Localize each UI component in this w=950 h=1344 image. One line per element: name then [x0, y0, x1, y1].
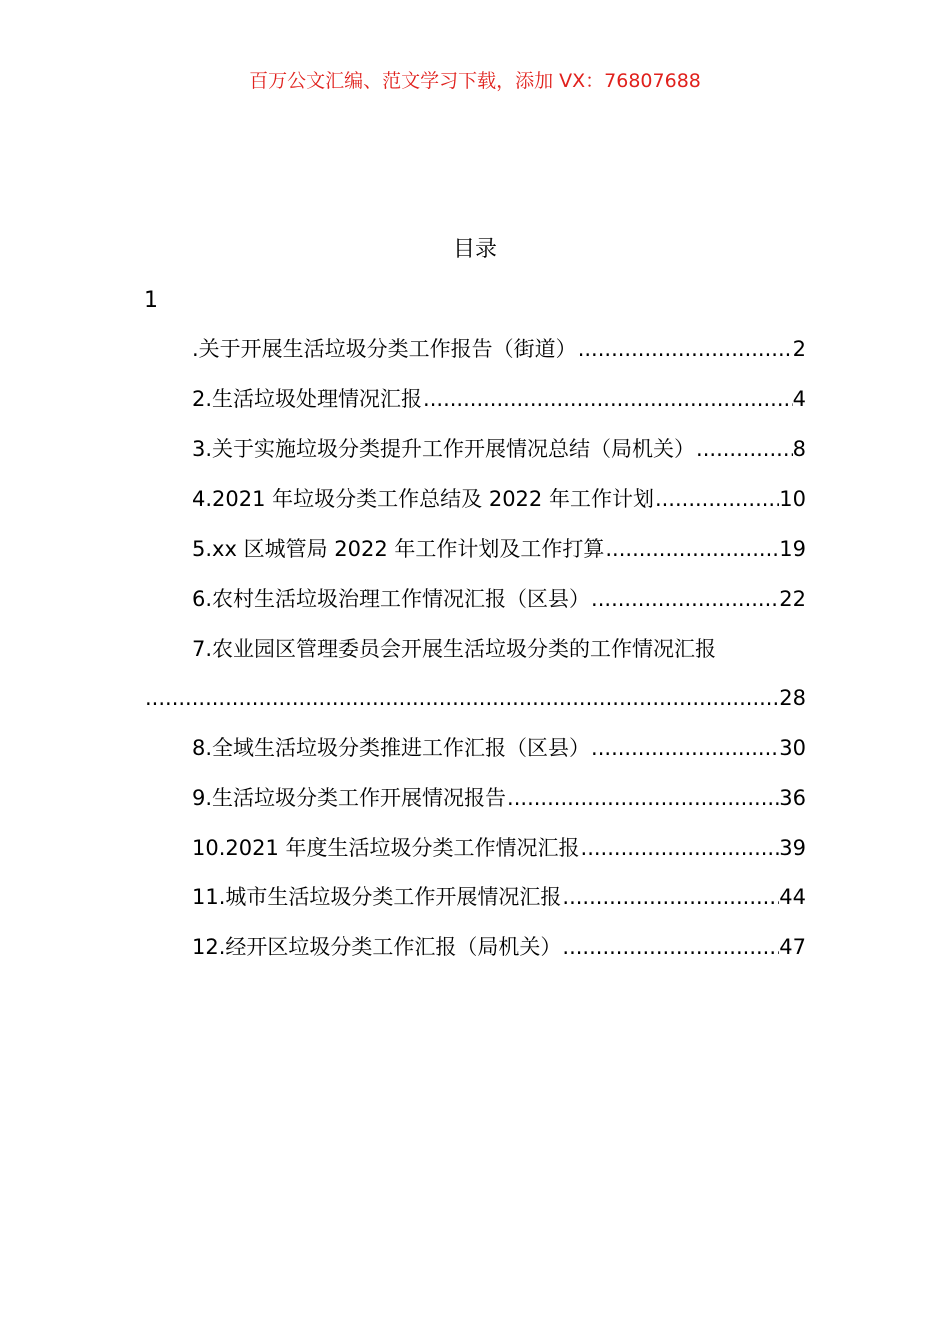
toc-entry-page: 10 — [779, 487, 806, 511]
toc-entry-3[interactable] — [192, 432, 806, 466]
lead-number: 1 — [144, 288, 158, 313]
toc-entry-title: 5.xx 区城管局 2022 年工作计划及工作打算 — [192, 537, 605, 561]
toc-entry-10[interactable] — [192, 831, 806, 865]
toc-entry-page: 39 — [779, 836, 806, 860]
toc-leader-dots — [144, 681, 779, 715]
toc-entry-1[interactable] — [192, 332, 806, 366]
toc-entry-title: 8.全域生活垃圾分类推进工作汇报（区县） — [192, 736, 591, 760]
toc-entry-page: 36 — [779, 786, 806, 810]
toc-leader-dots — [654, 482, 779, 516]
page-title: 目录 — [452, 237, 497, 262]
toc-entry-page: 19 — [779, 537, 806, 561]
toc-entry-11[interactable] — [192, 880, 806, 914]
toc-entry-12[interactable] — [192, 930, 806, 964]
toc-entry-title: 9.生活垃圾分类工作开展情况报告 — [192, 786, 507, 810]
toc-leader-dots — [590, 582, 779, 616]
toc-leader-dots — [604, 532, 779, 566]
toc-entry-page: 44 — [779, 885, 806, 909]
toc-entry-page: 2 — [792, 337, 806, 361]
toc-entry-title: 2.生活垃圾处理情况汇报 — [192, 387, 423, 411]
toc-entry-5[interactable] — [192, 532, 806, 566]
toc-leader-dots — [577, 332, 793, 366]
toc-leader-dots — [580, 831, 780, 865]
toc-entry-title: .关于开展生活垃圾分类工作报告（街道） — [192, 337, 577, 361]
toc-entry-4[interactable] — [192, 482, 806, 516]
toc-entry-title: 12.经开区垃圾分类工作汇报（局机关） — [192, 935, 562, 959]
toc-entry-page: 30 — [779, 736, 806, 760]
toc-entry-8[interactable] — [192, 731, 806, 765]
toc-leader-dots — [422, 382, 793, 416]
toc-entry-title: 3.关于实施垃圾分类提升工作开展情况总结（局机关） — [192, 437, 696, 461]
toc-leader-dots — [561, 930, 779, 964]
toc-entry-title: 10.2021 年度生活垃圾分类工作情况汇报 — [192, 836, 580, 860]
toc-entry-6[interactable] — [192, 582, 806, 616]
toc-leader-dots — [506, 781, 779, 815]
toc-entry-2[interactable] — [192, 382, 806, 416]
toc-entry-7-title[interactable]: 7.农业园区管理委员会开展生活垃圾分类的工作情况汇报 — [192, 637, 717, 661]
toc-leader-dots — [590, 731, 779, 765]
toc-entry-9[interactable] — [192, 781, 806, 815]
toc-leader-dots — [695, 432, 793, 466]
toc-entry-7[interactable] — [144, 681, 806, 715]
toc-entry-title: 6.农村生活垃圾治理工作情况汇报（区县） — [192, 587, 591, 611]
header-watermark-text: 百万公文汇编、范文学习下载，添加 VX：76807688 — [249, 70, 701, 92]
toc-entry-page: 22 — [779, 587, 806, 611]
toc-entry-title: 11.城市生活垃圾分类工作开展情况汇报 — [192, 885, 562, 909]
toc-leader-dots — [561, 880, 779, 914]
toc-entry-page: 28 — [779, 686, 806, 710]
toc-entry-page: 47 — [779, 935, 806, 959]
toc-entry-page: 4 — [792, 387, 806, 411]
toc-entry-page: 8 — [792, 437, 806, 461]
toc-entry-title: 4.2021 年垃圾分类工作总结及 2022 年工作计划 — [192, 487, 654, 511]
